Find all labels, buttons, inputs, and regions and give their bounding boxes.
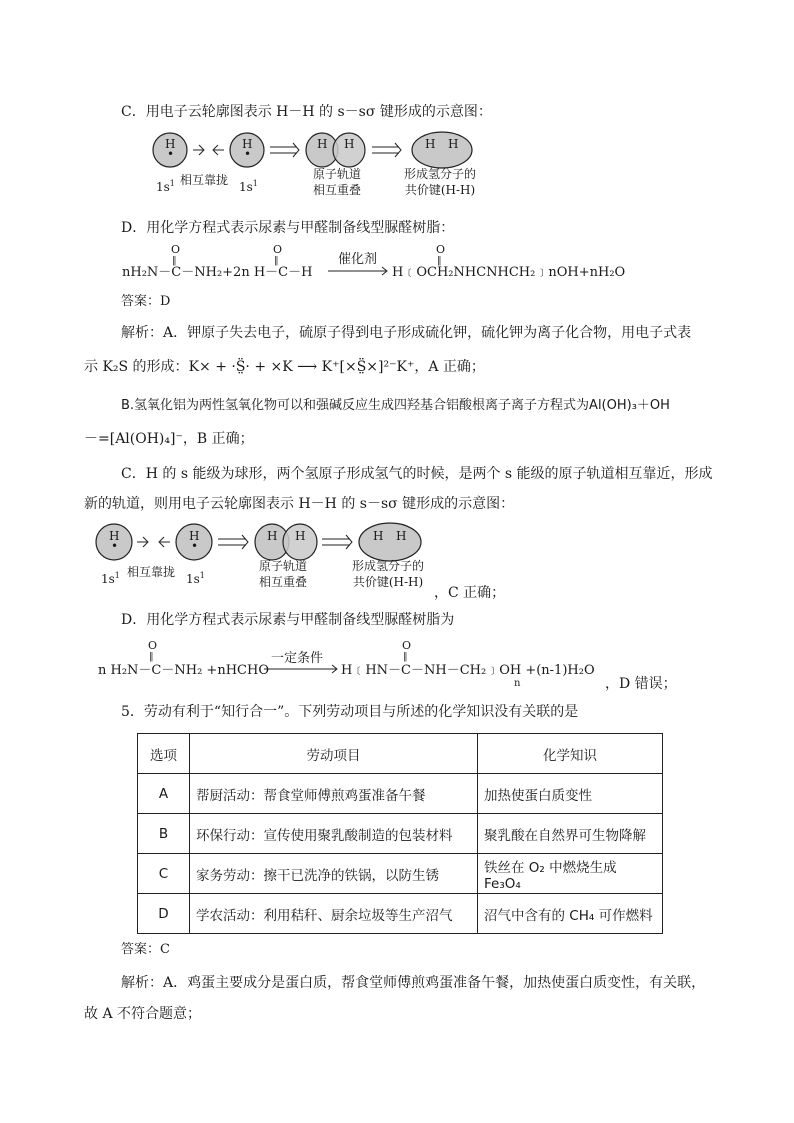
h-label: H (267, 529, 278, 543)
double-arrow-icon (218, 535, 248, 549)
molecule-orbital (359, 523, 421, 561)
molecule-orbital (412, 132, 472, 168)
h-label: H (189, 529, 200, 543)
overlap-caption: 原子轨道 相互重叠 (313, 167, 362, 197)
table-row (138, 774, 663, 814)
table-cell: D (138, 894, 190, 934)
table-cell: B (138, 814, 190, 854)
bond-caption: 形成氢分子的 共价键(H-H) (352, 559, 425, 589)
answer-2: 答案：C (121, 942, 170, 957)
analysis-a-line1: 解析：A．钾原子失去电子，硫原子得到电子形成硫化钾，硫化钾为离子化合物，用电子式表 (121, 325, 692, 341)
analysis-2-line1: 解析：A．鸡蛋主要成分是蛋白质，帮食堂师傅煎鸡蛋准备午餐，加热使蛋白质变性，有关联， (121, 975, 706, 991)
approach-label: 相互靠拢 (127, 565, 176, 579)
s1-label: $1s^1$ (101, 571, 120, 586)
h-label: H (425, 137, 436, 151)
reactants: nH₂N－C－NH₂+2n H－C－H (122, 265, 313, 280)
double-arrow-icon (322, 535, 352, 549)
carbonyl-o: O (402, 639, 412, 652)
carbonyl-o: O (148, 639, 158, 652)
double-arrow-icon (270, 143, 299, 157)
h-label: H (109, 529, 120, 543)
table-row (138, 894, 663, 934)
double-bond: ‖ (437, 256, 442, 266)
reaction-arrow-icon (328, 267, 387, 275)
table-cell: 沼气中含有的 CH₄ 可作燃料 (478, 894, 663, 934)
h-label: H (344, 137, 355, 151)
question-5-table (137, 733, 663, 934)
table-row (138, 814, 663, 854)
table-cell: 家务劳动：擦干已洗净的铁锅，以防生锈 (190, 854, 478, 894)
option-d-title: D．用化学方程式表示尿素与甲醛制备线型脲醛树脂： (121, 220, 455, 236)
table-cell: 环保行动：宣传使用聚乳酸制造的包装材料 (190, 814, 478, 854)
s1-label: $1s^1$ (156, 179, 175, 194)
table-cell: 铁丝在 O₂ 中燃烧生成 Fe₃O₄ (478, 854, 663, 894)
right-arrow-icon (193, 145, 204, 155)
s1-label: $1s^1$ (186, 571, 205, 586)
double-arrow-icon (372, 143, 401, 157)
header-labor: 劳动项目 (190, 734, 478, 774)
h-label: H (448, 137, 459, 151)
analysis-c-line1: C．H 的 s 能级为球形，两个氢原子形成氢气的时候，是两个 s 能级的原子轨道相互靠近，形成 (121, 466, 713, 482)
electron-dot: • (167, 147, 175, 161)
table-header-row (138, 734, 663, 774)
c-correct-text: ，C 正确； (434, 585, 506, 601)
option-c-title: C．用电子云轮廓图表示 H－H 的 s－sσ 键形成的示意图： (121, 104, 492, 120)
approach-label: 相互靠拢 (180, 173, 229, 187)
products: H﹝OCH₂NHCNHCH₂﹞nOH+nH₂O (392, 265, 626, 280)
header-knowledge: 化学知识 (478, 734, 663, 774)
h-label: H (295, 529, 306, 543)
bond-caption: 形成氢分子的 共价键(H-H) (404, 167, 477, 197)
double-bond: ‖ (403, 652, 408, 662)
double-bond: ‖ (274, 256, 279, 266)
table-cell: 聚乳酸在自然界可生物降解 (478, 814, 663, 854)
h-label: H (242, 137, 253, 151)
condition-label: 一定条件 (271, 651, 324, 666)
electron-dot: • (191, 539, 199, 553)
carbonyl-o: O (436, 243, 446, 256)
table-cell: A (138, 774, 190, 814)
double-bond: ‖ (149, 652, 154, 662)
carbonyl-o: O (273, 243, 283, 256)
products: H﹝HN－C－NH－CH₂﹞OH +(n-1)H₂O (341, 663, 595, 678)
analysis-d-title: D．用化学方程式表示尿素与甲醛制备线型脲醛树脂为 (121, 612, 455, 628)
h-label: H (396, 529, 407, 543)
catalyst-label: 催化剂 (338, 252, 378, 267)
electron-dot: • (111, 539, 119, 553)
table-cell: 帮厨活动：帮食堂师傅煎鸡蛋准备午餐 (190, 774, 478, 814)
analysis-b-line1: B.氢氧化铝为两性氢氧化物可以和强碱反应生成四羟基合铝酸根离子离子方程式为Al(OH)₃＋OH (121, 398, 670, 413)
analysis-a-line2: 示 K₂S 的形成：K× + ·S̤̈· + ×K ⟶ K⁺[×S̤̈×]²⁻K⁺，A 正确； (84, 359, 485, 375)
header-option: 选项 (138, 734, 190, 774)
double-bond: ‖ (172, 256, 177, 266)
d-wrong-text: ，D 错误； (605, 676, 677, 692)
reaction-arrow-icon (264, 665, 337, 673)
answer-1: 答案：D (121, 294, 171, 309)
urea-formaldehyde-equation (120, 240, 626, 286)
left-arrow-icon (159, 537, 170, 547)
table-cell: C (138, 854, 190, 894)
table-cell: 加热使蛋白质变性 (478, 774, 663, 814)
overlap-caption: 原子轨道 相互重叠 (259, 559, 308, 589)
repeat-n: n (514, 678, 521, 689)
h-label: H (165, 137, 176, 151)
s1-label: $1s^1$ (239, 179, 258, 194)
left-arrow-icon (213, 145, 224, 155)
table-cell: 学农活动：利用秸秆、厨余垃圾等生产沼气 (190, 894, 478, 934)
carbonyl-o: O (171, 243, 181, 256)
h-label: H (373, 529, 384, 543)
analysis-b-line2: －=[Al(OH)₄]⁻，B 正确； (84, 431, 254, 447)
right-arrow-icon (137, 537, 148, 547)
question-5-stem: 5．劳动有利于“知行合一”。下列劳动项目与所述的化学知识没有关联的是 (121, 704, 579, 720)
reactants: n H₂N－C－NH₂ +nHCHO (98, 663, 269, 678)
analysis-c-line2: 新的轨道，则用电子云轮廓图表示 H－H 的 s－sσ 键形成的示意图： (84, 496, 515, 512)
electron-formula: K× + ·S̤̈· + ×K ⟶ K⁺[×S̤̈×]²⁻K⁺ (188, 359, 415, 375)
electron-dot: • (244, 147, 252, 161)
table-row (138, 854, 663, 894)
analysis-2-line2: 故 A 不符合题意； (84, 1006, 202, 1022)
h-label: H (317, 137, 328, 151)
